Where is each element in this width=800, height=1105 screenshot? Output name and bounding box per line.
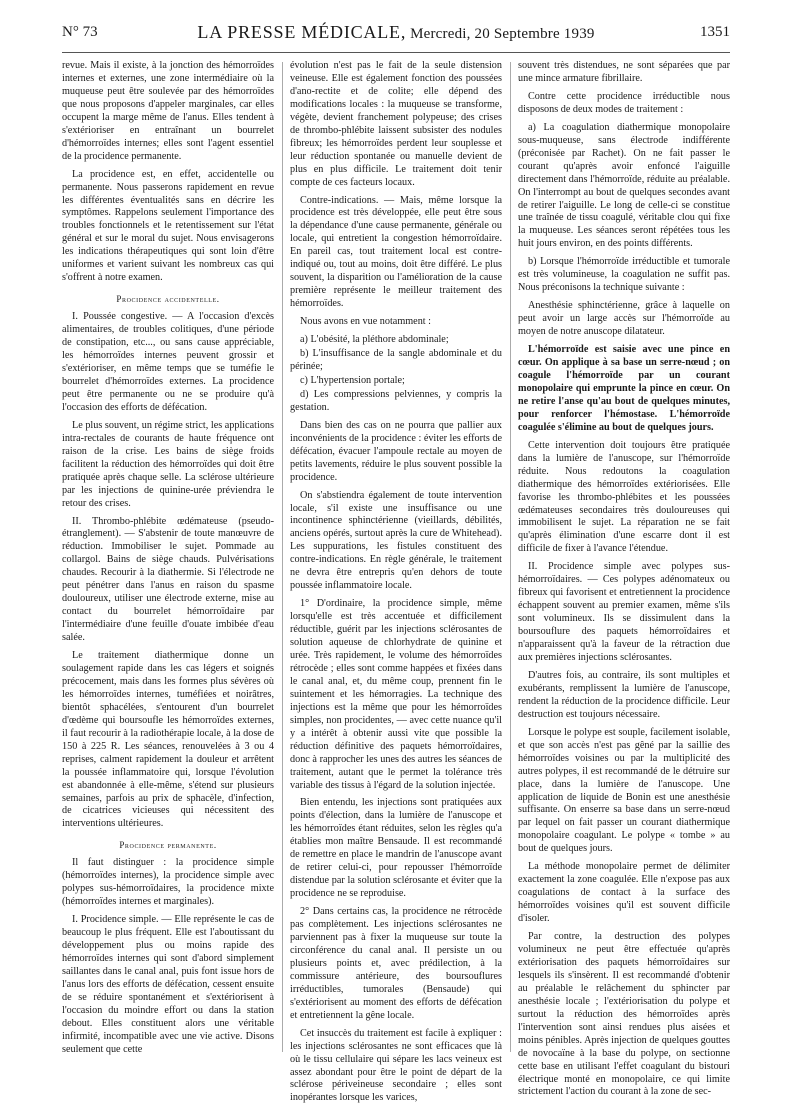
paragraph: Le plus souvent, un régime strict, les applications intra-rectales de courants de haute fréquence ont raison de la crise. Les bains de siège froids facilitent la réduction des hémorroïdes qui doit être pratiquée après chaque selle. La sclérose ultérieure par les injections de quinine-urée préviendra le retour des crises. — [62, 419, 274, 509]
article-body — [62, 60, 732, 1104]
paragraph: Lorsque le polype est souple, facilement isolable, et que son accès n'est pas gêné par la saillie des hémorroïdes voisines ou par la multiplicité des autres polypes, il est recommandé de le détruire sur place, dans la lumière de l'anuscope. Une application de liquide de Bonin est une anesthésie suffisante. On enserre sa base dans un serre-nœud par lequel on fait passer un courant diathermique monopolaire coagulant. Le polype « tombe » au bout de quelques jours. — [518, 726, 730, 855]
header-title — [62, 22, 730, 43]
paragraph: I. Procidence simple. — Elle représente le cas de beaucoup le plus fréquent. Elle est l'aboutissant du développement plus ou moins rapide des hémorroïdes internes qui sont d'abord simplement saillantes dans le canal anal, puis font issue hors de l'anus lors des efforts de défécation, cessent ensuite de se réduire spontanément et s'extériorisent à l'occasion du moindre effort ou dans la station debout. Elles constituent alors une véritable infirmité, incompatible avec une vie active. Disons seulement que cette — [62, 914, 274, 1055]
column-1 — [62, 60, 274, 1060]
paragraph: b) Lorsque l'hémorroïde irréductible et tumorale est très volumineuse, la coagulation ne suffit pas. Nous préconisons la technique suivante : — [518, 256, 730, 294]
paragraph: Contre-indications. — Mais, même lorsque la procidence est très développée, elle peut être sous la dépendance d'une cause permanente, générale ou locale, qui entretient la congestion hémorroïdaire. En pareil cas, tout traitement local est contre-indiqué ou, tout au moins, doit être différé. Le plus souvent, la disparition ou l'amélioration de la cause première représente le meilleur traitement des hémorroïdes. — [290, 194, 502, 310]
paragraph: souvent très distendues, ne sont séparées que par une mince armature fibrillaire. — [518, 60, 730, 84]
paragraph: Contre cette procidence irréductible nous disposons de deux modes de traitement : — [518, 90, 730, 115]
column-3 — [518, 60, 730, 1098]
header-rule — [62, 52, 730, 53]
list-item: d) Les compressions pelviennes, y compris la gestation. — [290, 388, 502, 413]
section-heading: Procidence permanente. — [119, 840, 217, 851]
paragraph: 2° Dans certains cas, la procidence ne rétrocède pas complètement. Les injections sclérosantes ne parviennent pas à fixer la muqueuse sur toute la circonférence du canal anal. Il persiste un ou plusieurs points et, avec prédilection, à la commissure antérieure, des boursouflures irréductibles, tumorales (Bensaude) qui s'extériorisent au moment des efforts de défécation et entretiennent la gêne locale. — [290, 906, 502, 1021]
paragraph: La méthode monopolaire permet de délimiter exactement la zone coagulée. Elle n'expose pas aux coagulations de contact à la surface des hémorroïdes voisines qu'il est souvent difficile d'isoler. — [518, 861, 730, 925]
page-header — [62, 18, 730, 52]
paragraph: a) La coagulation diathermique monopolaire sous-muqueuse, sans électrode indifférente (préconisée par Rachet). On ne fait passer le courant qu'après avoir enfoncé l'aiguille directement dans l'hémorroïde, réduite au préalable. On l'interrompt au bout de quelques secondes avant de retirer l'aiguille. Le long de celle-ci se constitue une traînée de tissu coagulé, véritable clou qui fixe la muqueuse. Les séances seront répétées tous les huit jours environ, en des points différents. — [518, 121, 730, 250]
paragraph: I. Poussée congestive. — A l'occasion d'excès alimentaires, de troubles colitiques, d'une période de constipation, etc..., ou sans cause appréciable, les hémorroïdes internes peuvent grossir et s'extérioriser, en même temps que se tuméfie le bourrelet d'hémorroïdes externes. La procidence peut être permanente ou ne se produire qu'à l'occasion des efforts de défécation. — [62, 311, 274, 413]
paragraph: revue. Mais il existe, à la jonction des hémorroïdes internes et externes, une zone intermédiaire où la muqueuse peut être soulevée par des hémorroïdes que nous proposons d'appeler marginales, car elles occupent la marge même de l'anus. Elles tendent à s'extérioriser en entraînant un bourrelet d'hémorroïdes internes; elles sont l'agent essentiel de la procidence permanente. — [62, 60, 274, 162]
paragraph: Nous avons en vue notamment : — [300, 316, 431, 328]
list-item: a) L'obésité, la pléthore abdominale; — [300, 334, 449, 346]
paragraph: Il faut distinguer : la procidence simple (hémorroïdes internes), la procidence simple avec polypes sus-hémorroïdaires, la procidence mixte (hémorroïdes internes et marginales). — [62, 857, 274, 908]
paragraph: Dans bien des cas on ne pourra que pallier aux inconvénients de la procidence : éviter les efforts de défécation, évacuer l'ampoule rectale au moyen de petits lavements, réduire le plus souvent possible la procidence. — [290, 419, 502, 483]
paragraph: Par contre, la destruction des polypes volumineux ne peut être effectuée qu'après extériorisation des paquets hémorroïdaires sur lesquels ils s'insèrent. Il est recommandé d'obtenir au préalable le relâchement du sphincter par anesthésie locale ; l'extériorisation du polype et surtout la réduction des hémorroïdes après l'intervention sont ainsi rendues plus aisées et moins pénibles. Après injection de quelques gouttes de novocaïne à la base du polype, on sectionne cette base en utilisant l'effet coagulant du bistouri électrique monté en monopolaire, ce qui limite strictement l'action du courant à la zone de sec- — [518, 931, 730, 1098]
paragraph: Le traitement diathermique donne un soulagement rapide dans les cas légers et soignés précocement, mais dans les formes plus sévères où les hémorroïdes internes, tuméfiées et noirâtres, bientôt sphacélées, s'entourent d'un bourrelet d'œdème qui boursoufle les hémorroïdes externes, il faut recourir à la radiothérapie locale, à la dose de 150 à 225 R. Les séances, renouvelées à 3 ou 4 reprises, calment rapidement la douleur et arrêtent la poussée inflammatoire qui, lorsque l'évolution est abandonnée à elle-même, s'étend sur plusieurs semaines, parfois au prix de sphacèle, d'infection, de cicatrices vicieuses qui nécessitent des interventions ultérieures. — [62, 650, 274, 830]
paragraph: L'hémorroïde est saisie avec une pince en cœur. On applique à sa base un serre-nœud ; on coagule l'hémorroïde par un courant monopolaire qui emprunte la pince en cœur. On ne retire l'anse qu'au bout de quelques minutes, pour renforcer l'hémostase. L'hémorroïde coagulée s'élimine au bout de quelques jours. — [518, 344, 730, 433]
paragraph: La procidence est, en effet, accidentelle ou permanente. Nous passerons rapidement en revue les différentes éventualités sans en décrire les symptômes. Rappelons seulement l'importance des troubles fonctionnels et le retentissement sur l'état général et sur le moral du sujet. Nous envisagerons les indications thérapeutiques qui sont loin d'être uniformes et varient suivant les nombreux cas qui s'offrent à notre examen. — [62, 168, 274, 284]
paragraph: Cet insuccès du traitement est facile à expliquer : les injections sclérosantes ne sont efficaces que là où le tissu cellulaire qui sépare les lacs veineux est assez abondant pour être le point de départ de la sclérose périveineuse secondaire ; elles sont inopérantes lorsque les varices, — [290, 1027, 502, 1104]
paragraph: II. Procidence simple avec polypes sus-hémorroïdaires. — Ces polypes adénomateux ou fibreux qui favorisent et entretiennent la procidence échappent souvent au premier examen, même s'ils sont volumineux. Ils se dissimulent dans la boursouflure des paquets hémorroïdaires et n'apparaissent qu'à la faveur de la rétraction due aux premières injections sclérosantes. — [518, 561, 730, 663]
paragraph: Cette intervention doit toujours être pratiquée dans la lumière de l'anuscope, sur l'hémorroïde réduite. Nous redoutons la coagulation diathermique des hémorroïdes extériorisées. Elle favorise les thrombo-phlébites et les poussées œdémateuses secondaires très douloureuses qui immobilisent le sujet. La réparation ne se fait qu'après élimination d'une escarre dont il est difficile de fixer à l'avance l'étendue. — [518, 439, 730, 555]
paragraph: II. Thrombo-phlébite œdémateuse (pseudo-étranglement). — S'abstenir de toute manœuvre de réduction. Immobiliser le sujet. Pommade au collargol. Bains de siège chauds. Pulvérisations chaudes. Recourir à la diathermie. Si l'électrode ne peut pénétrer dans l'anus en raison du spasme douloureux, utiliser une électrode externe, mise au contact du bourrelet hémorroïdaire par l'intermédiaire d'une feuille d'ouate imbibée d'eau salée. — [62, 515, 274, 644]
list-item: c) L'hypertension portale; — [300, 374, 405, 386]
section-heading: Procidence accidentelle. — [116, 294, 220, 305]
list-item: b) L'insuffisance de la sangle abdominale et du périnée; — [290, 348, 502, 372]
page-number: 1351 — [700, 24, 730, 40]
paragraph: D'autres fois, au contraire, ils sont multiples et exubérants, remplissent la lumière de l'anuscope, rendent la réduction de la procidence difficile. Leur destruction est toujours nécessaire. — [518, 669, 730, 720]
paragraph: Bien entendu, les injections sont pratiquées aux points d'élection, dans la lumière de l'anuscope et les hémorroïdes étant réduites, selon les règles qu'a établies mon maître Bensaude. Il est recommandé de remettre en place le mandrin de l'anuscope avant de retirer celui-ci, pour repousser l'hémorroïde distendue par la solution sclérosante et éviter que la procidence ne se reproduise. — [290, 797, 502, 900]
paragraph: 1° D'ordinaire, la procidence simple, même lorsqu'elle est très accentuée et difficilement réductible, guérit par les injections sclérosantes de solution aqueuse de chlorhydrate de quinine et urée. Très rapidement, le volume des hémorroïdes rétrocède ; elles sont comme happées et fixées dans le canal anal, et, du même coup, prennent fin le suintement et les hémorragies. La technique des injections est la même que pour les hémorroïdes simples, non procidentes, — avec cette nuance qu'il y a intérêt à obtenir aussi vite que possible la réduction définitive des paquets hémorroïdaires, donc à rapprocher les unes des autres les séances de traitement, autant que le permet la tolérance très variable des tissus à l'égard de la solution injectée. — [290, 598, 502, 791]
publication-name: LA PRESSE MÉDICALE, — [197, 22, 407, 42]
issue-number: N° 73 — [62, 24, 98, 40]
paragraph: évolution n'est pas le fait de la seule distension veineuse. Elle est également fonction des poussées d'ano-rectite et de colite; elle dépend des modifications locales : la muqueuse se transforme, végète, devient franchement polypeuse; des crises de thrombo-phlébite laissent subsister des nodules fibreux; les hémorroïdes perdent leur souplesse et leur réduction spontanée ou manuelle devient de plus en plus difficile. Le traitement doit tenir compte de ces facteurs locaux. — [290, 60, 502, 188]
paragraph: On s'abstiendra également de toute intervention locale, s'il existe une insuffisance ou une incontinence sphinctérienne (vieillards, débilités, anciens opérés, surtout après la cure de Whitehead). Les suppurations, les fistules constituent des contre-indications. En règle générale, le traitement ne devra être entrepris qu'en dehors de toute poussée inflammatoire locale. — [290, 489, 502, 592]
issue-date: Mercredi, 20 Septembre 1939 — [406, 26, 595, 42]
column-2 — [290, 60, 502, 1104]
paragraph: Anesthésie sphinctérienne, grâce à laquelle on peut avoir un large accès sur l'hémorroïde au moyen de notre anuscope dilatateur. — [518, 300, 730, 338]
